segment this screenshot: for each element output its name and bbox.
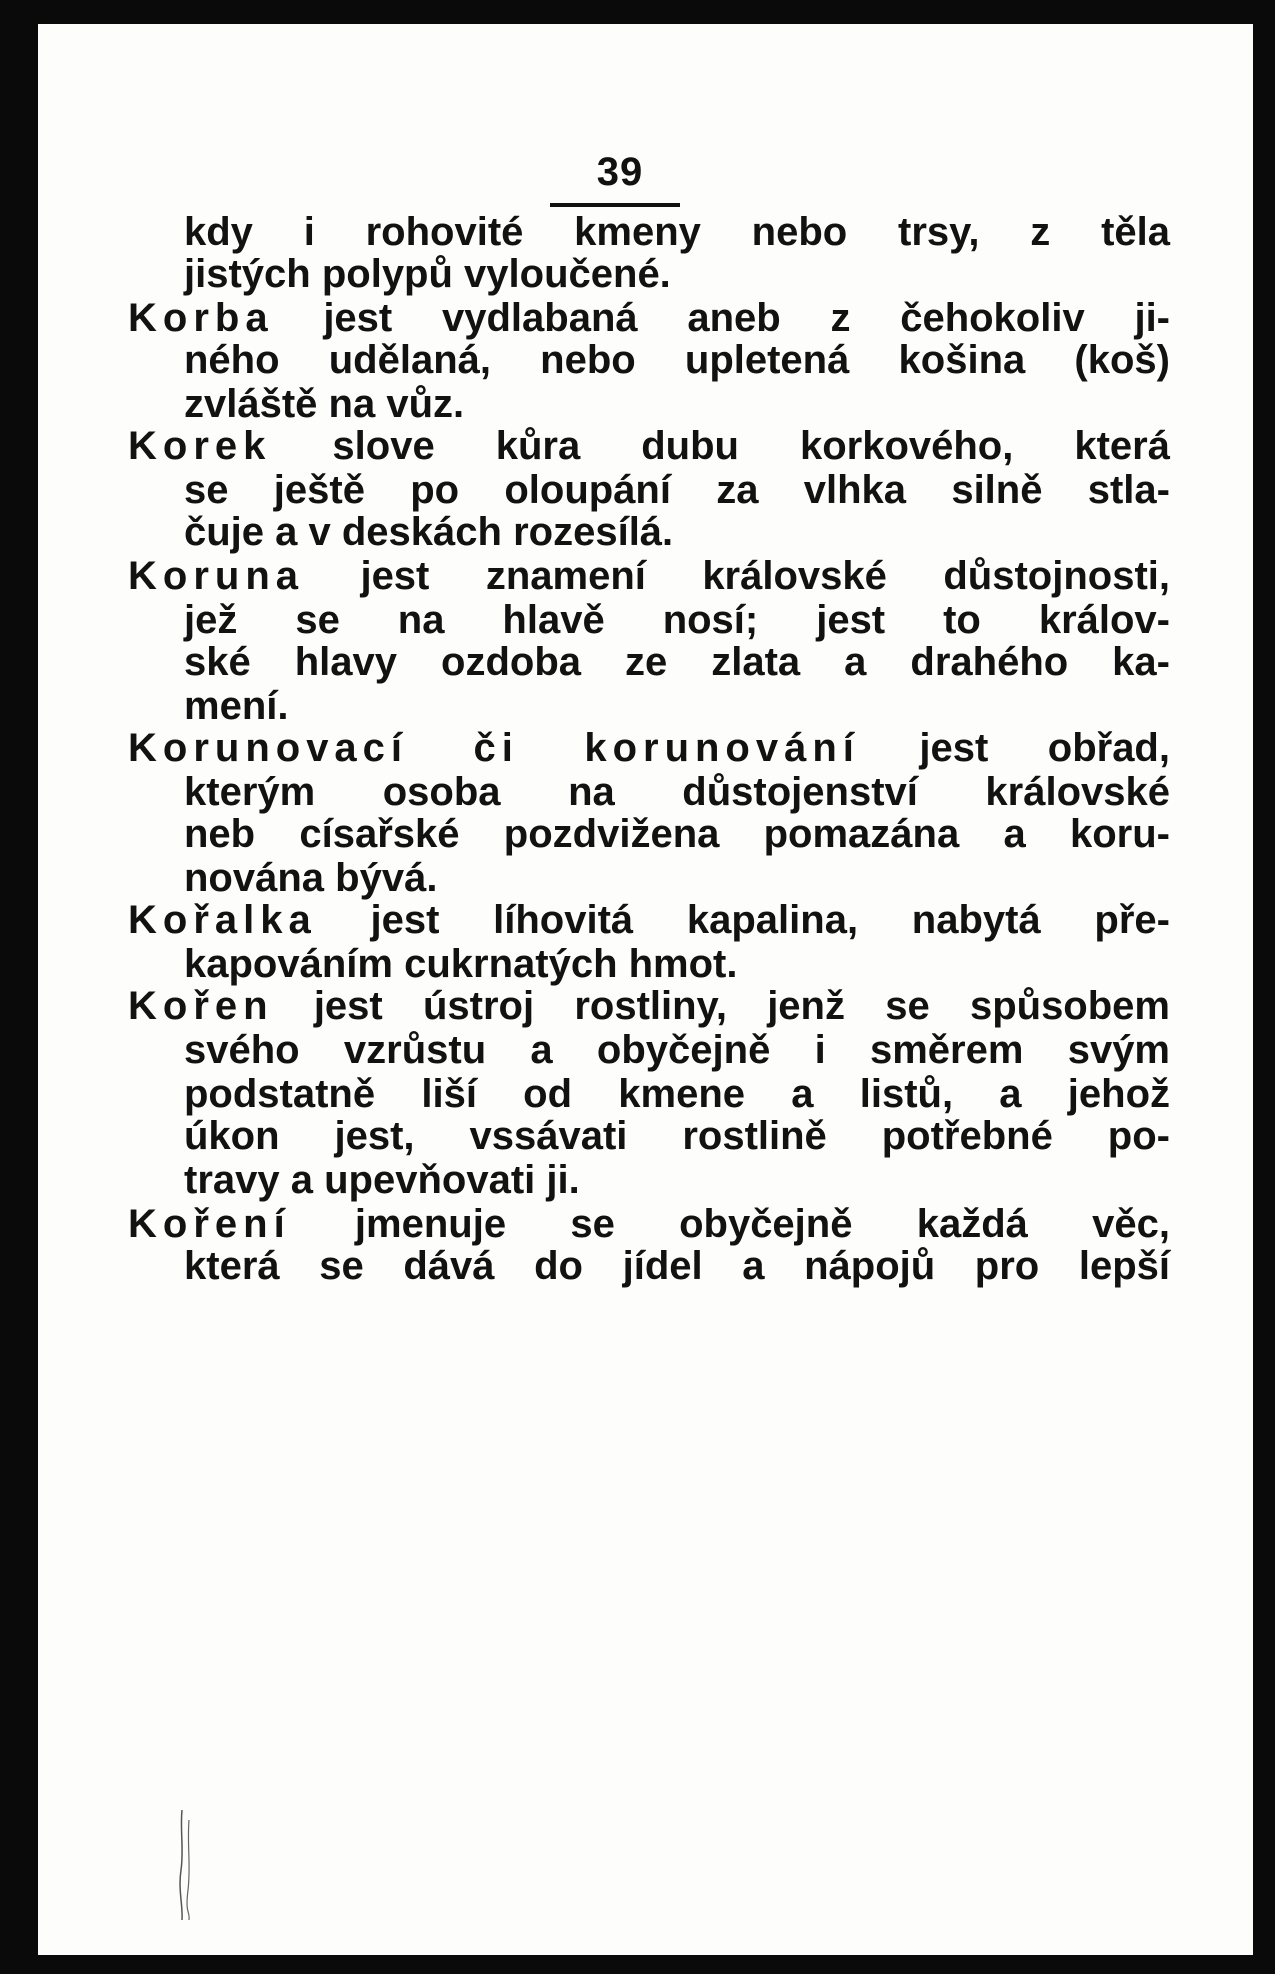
entry-koreni: Koření jmenuje se obyčejně každá věc, — [128, 1202, 1170, 1246]
text-line: čuje a v deskách rozesílá. — [184, 510, 674, 554]
headword: Korba — [128, 296, 274, 340]
headword: Kořalka — [128, 898, 317, 942]
entry-koruna: Koruna jest znamení královské důstojnosti, — [128, 554, 1170, 598]
text-line: travy a upevňovati ji. — [184, 1158, 580, 1202]
scan-artifact-marks — [178, 1810, 198, 1920]
headword: Koření — [128, 1202, 291, 1246]
text-line: ného udělaná, nebo upletená košina (koš) — [184, 338, 1170, 382]
entry-korunovaci: Korunovací či korunování jest obřad, — [128, 726, 1170, 770]
text-line: nována bývá. — [184, 856, 438, 900]
text-line: podstatně liší od kmene a listů, a jehož — [184, 1072, 1170, 1116]
text-line: svého vzrůstu a obyčejně i směrem svým — [184, 1028, 1170, 1072]
headword: Korunovací či korunování — [128, 726, 860, 770]
text-line: jež se na hlavě nosí; jest to králov- — [184, 598, 1170, 642]
text-line: zvláště na vůz. — [184, 382, 465, 426]
text-line: kdy i rohovité kmeny nebo trsy, z těla — [184, 210, 1170, 254]
text-line: ské hlavy ozdoba ze zlata a drahého ka- — [184, 640, 1170, 684]
entry-korba: Korba jest vydlabaná aneb z čehokoliv ji- — [128, 296, 1170, 340]
text-line: kterým osoba na důstojenství královské — [184, 770, 1170, 814]
headword: Koruna — [128, 554, 304, 598]
entry-koralka: Kořalka jest líhovitá kapalina, nabytá pře- — [128, 898, 1170, 942]
text-line: se ještě po oloupání za vlhka silně stla- — [184, 468, 1170, 512]
text-line: kapováním cukrnatých hmot. — [184, 942, 738, 986]
headword: Korek — [128, 424, 272, 468]
text-line: úkon jest, vssávati rostlině potřebné po- — [184, 1114, 1170, 1158]
headword: Kořen — [128, 984, 274, 1028]
text-line: jistých polypů vyloučené. — [184, 252, 671, 296]
text-line: která se dává do jídel a nápojů pro lepší — [184, 1244, 1170, 1288]
entry-korek: Korek slove kůra dubu korkového, která — [128, 424, 1170, 468]
text-line: neb císařské pozdvižena pomazána a koru- — [184, 812, 1170, 856]
page-number: 39 — [596, 150, 644, 194]
text-line: mení. — [184, 684, 289, 728]
entry-koren: Kořen jest ústroj rostliny, jenž se spůsobem — [128, 984, 1170, 1028]
